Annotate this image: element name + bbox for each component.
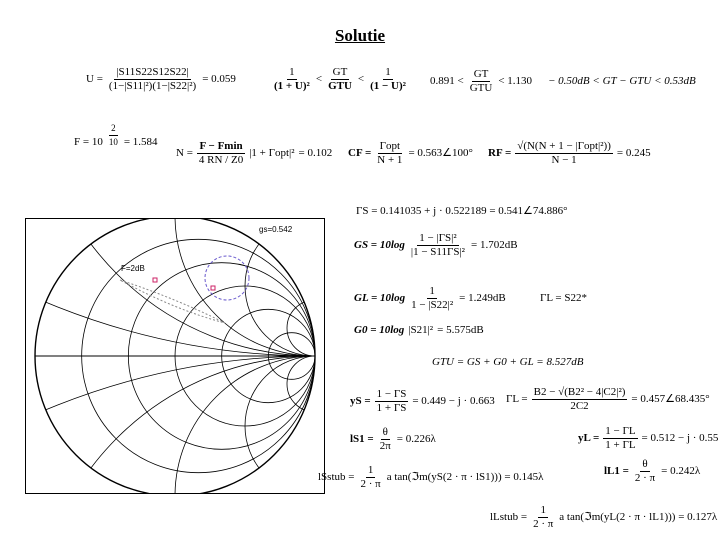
u-label: U =	[86, 73, 103, 85]
n-label: N =	[176, 147, 193, 159]
gamma-l-num: B2 − √(B2² − 4|C2|²)	[533, 386, 626, 398]
ls1-label: lS1 =	[350, 433, 374, 445]
rf-fraction	[515, 140, 613, 167]
gamma-l-label: ΓL =	[506, 393, 528, 405]
rf-formula	[488, 140, 651, 167]
ratio-left: 0.891 <	[430, 75, 464, 87]
ls1-value: = 0.226λ	[396, 433, 436, 445]
cf-num: Γopt	[379, 140, 401, 152]
g0-value: = 5.575dB	[437, 324, 484, 336]
gl-den: 1 − |S22|²	[411, 299, 454, 311]
ratio-den: GTU	[469, 82, 493, 94]
gtu-total: GTU = GS + G0 + GL = 8.527dB	[432, 356, 584, 368]
ys-value: = 0.449 − j · 0.663	[412, 395, 495, 407]
lt-sign-1: <	[315, 73, 323, 85]
cf-formula	[348, 140, 473, 167]
cf-value: = 0.563∠100°	[408, 147, 473, 159]
u-value: = 0.059	[202, 73, 236, 85]
yl-num: 1 − ΓL	[605, 425, 636, 437]
llstub-label: lLstub =	[490, 511, 528, 523]
ll1-fraction	[633, 458, 657, 485]
reactance-arc	[25, 356, 325, 494]
ys-fraction	[375, 388, 409, 415]
u-numerator: |S11S22S12S22|	[116, 66, 189, 78]
rf-den: N − 1	[551, 154, 577, 166]
ll1-num: θ	[642, 458, 648, 470]
yl-den: 1 + ΓL	[605, 439, 636, 451]
lower-bound	[272, 66, 312, 93]
llstub-expr: a tan(ℑm(yL(2 · π · lL1))) = 0.127λ	[559, 511, 718, 523]
gl-num: 1	[429, 285, 435, 297]
marker-gamma-opt	[153, 278, 157, 282]
lt-sign-2: <	[357, 73, 365, 85]
ratio-num: GT	[473, 68, 489, 80]
lsstub-den: 2 · π	[360, 478, 381, 490]
gamma-l-den: 2C2	[570, 400, 589, 412]
n-mag: |1 + Γopt|²	[249, 147, 295, 159]
ratio-fraction	[468, 68, 495, 95]
lsstub-formula	[318, 464, 543, 491]
ll1-label: lL1 =	[604, 465, 629, 477]
gs-value: = 1.702dB	[470, 239, 518, 251]
db-range: − 0.50dB < GT − GTU < 0.53dB	[548, 75, 696, 87]
gamma-s: ΓS = 0.141035 + j · 0.522189 = 0.541∠74.886°	[356, 205, 568, 217]
ls1-fraction	[378, 426, 393, 453]
llstub-num: 1	[540, 504, 546, 516]
marker-gamma-s	[211, 286, 215, 290]
gamma-l-value: = 0.457∠68.435°	[631, 393, 710, 405]
n-fraction	[197, 140, 245, 167]
page-title: Solutie	[334, 26, 386, 45]
ll1-value: = 0.242λ	[661, 465, 701, 477]
n-value: = 0.102	[298, 147, 333, 159]
lsstub-label: lSstub =	[318, 471, 355, 483]
gt-ratio-den: GTU	[328, 80, 352, 92]
smith-grid	[25, 218, 325, 494]
n-den: 4 RN / Z0	[198, 154, 244, 166]
reactance-arc	[25, 218, 325, 356]
lower-bound-den: (1 + U)²	[274, 80, 310, 92]
g0-arg: |S21|²	[408, 324, 434, 336]
gamma-l-formula	[506, 386, 710, 413]
gt-ratio	[326, 66, 354, 93]
gl-fraction	[409, 285, 455, 312]
f-exp-den: 10	[108, 137, 118, 147]
gain-bound-formula	[272, 66, 408, 93]
yl-label: yL =	[578, 432, 600, 444]
gamma-l-fraction	[532, 386, 628, 413]
n-formula	[176, 140, 332, 167]
upper-bound	[368, 66, 408, 93]
ys-label: yS =	[350, 395, 371, 407]
f-value: = 1.584	[123, 136, 158, 148]
gt-ratio-num: GT	[332, 66, 348, 78]
yl-value: = 0.512 − j · 0.55	[641, 432, 719, 444]
ratio-range	[430, 68, 532, 95]
rf-value: = 0.245	[616, 147, 651, 159]
u-den2: (1−|S22|²)	[152, 80, 197, 92]
n-num: F − Fmin	[199, 140, 243, 152]
u-den1: (1−|S11|²)	[108, 80, 153, 92]
yl-formula	[578, 425, 718, 452]
ls1-den: 2π	[379, 440, 391, 452]
llstub-fraction	[531, 504, 555, 531]
gl-label: GL = 10log	[354, 292, 406, 304]
gs-den: |1 − S11ΓS|²	[410, 246, 465, 258]
gl-formula	[354, 285, 506, 312]
upper-bound-num: 1	[385, 66, 391, 78]
upper-bound-den: (1 − U)²	[370, 80, 406, 92]
ys-den: 1 + ΓS	[376, 402, 407, 414]
yl-fraction	[603, 425, 637, 452]
ls1-formula	[350, 426, 436, 453]
rf-num: √(N(N + 1 − |Γopt|²))	[517, 140, 611, 152]
ys-formula	[350, 388, 495, 415]
label-gs: gs=0.542	[259, 225, 293, 234]
gamma-l-conj: ΓL = S22*	[540, 292, 587, 304]
noise-circle-arc	[120, 280, 225, 323]
g0-label: G0 = 10log	[354, 324, 405, 336]
u-formula	[86, 66, 236, 93]
rf-label: RF =	[488, 147, 512, 159]
ll1-formula	[604, 458, 700, 485]
gs-formula	[354, 232, 518, 259]
cf-den: N + 1	[377, 154, 403, 166]
smith-chart	[25, 218, 325, 494]
cf-fraction	[375, 140, 404, 167]
noise-figure-formula	[74, 123, 158, 149]
gs-num: 1 − |ΓS|²	[419, 232, 457, 244]
f-exp-num: 2	[109, 122, 118, 136]
f-exponent	[107, 122, 120, 149]
llstub-den: 2 · π	[533, 518, 554, 530]
gs-label: GS = 10log	[354, 239, 405, 251]
ls1-num: θ	[382, 426, 388, 438]
ys-num: 1 − ΓS	[376, 388, 407, 400]
u-fraction	[107, 66, 198, 93]
lsstub-fraction	[358, 464, 382, 491]
gs-fraction	[409, 232, 467, 259]
ll1-den: 2 · π	[634, 472, 656, 484]
f-base: F = 10	[74, 136, 103, 148]
cf-label: CF =	[348, 147, 372, 159]
ratio-right: < 1.130	[498, 75, 533, 87]
gl-value: = 1.249dB	[459, 292, 506, 304]
label-f: F=2dB	[121, 264, 145, 273]
lsstub-expr: a tan(ℑm(yS(2 · π · lS1))) = 0.145λ	[386, 471, 544, 483]
llstub-formula	[490, 504, 717, 531]
lower-bound-num: 1	[289, 66, 295, 78]
g0-formula	[354, 324, 484, 337]
lsstub-num: 1	[367, 464, 374, 476]
